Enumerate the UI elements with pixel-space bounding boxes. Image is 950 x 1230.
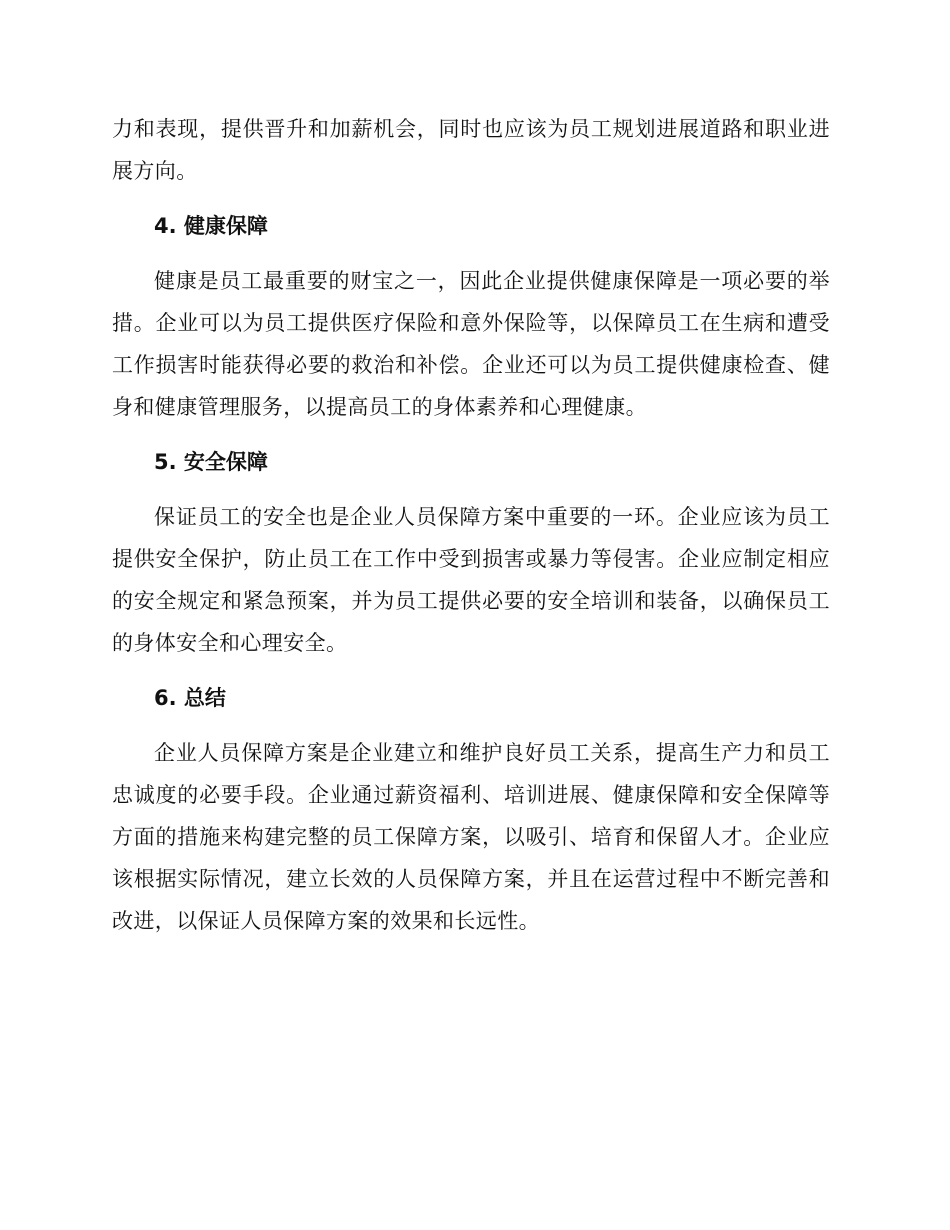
heading-safety: 5. 安全保障 (154, 450, 268, 474)
paragraph-health: 健康是员工最重要的财宝之一，因此企业提供健康保障是一项必要的举措。企业可以为员工提供医疗保险和意外保险等，以保障员工在生病和遭受工作损害时能获得必要的救治和补偿。企业还可以为员工提供健康检查、健身和健康管理服务，以提高员工的身体素养和心理健康。 (112, 269, 830, 419)
paragraph-summary: 企业人员保障方案是企业建立和维护良好员工关系，提高生产力和员工忠诚度的必要手段。企业通过薪资福利、培训进展、健康保障和安全保障等方面的措施来构建完整的员工保障方案，以吸引、培育和保留人才。企业应该根据实际情况，建立长效的人员保障方案，并且在运营过程中不断完善和改进，以保证人员保障方案的效果和长远性。 (112, 741, 830, 933)
paragraph-continued: 力和表现，提供晋升和加薪机会，同时也应该为员工规划进展道路和职业进展方向。 (112, 117, 830, 183)
heading-summary: 6. 总结 (154, 686, 226, 710)
document-page (112, 108, 830, 942)
heading-health: 4. 健康保障 (154, 214, 268, 238)
paragraph-safety: 保证员工的安全也是企业人员保障方案中重要的一环。企业应该为员工提供安全保护，防止员工在工作中受到损害或暴力等侵害。企业应制定相应的安全规定和紧急预案，并为员工提供必要的安全培训和装备，以确保员工的身体安全和心理安全。 (112, 505, 830, 655)
